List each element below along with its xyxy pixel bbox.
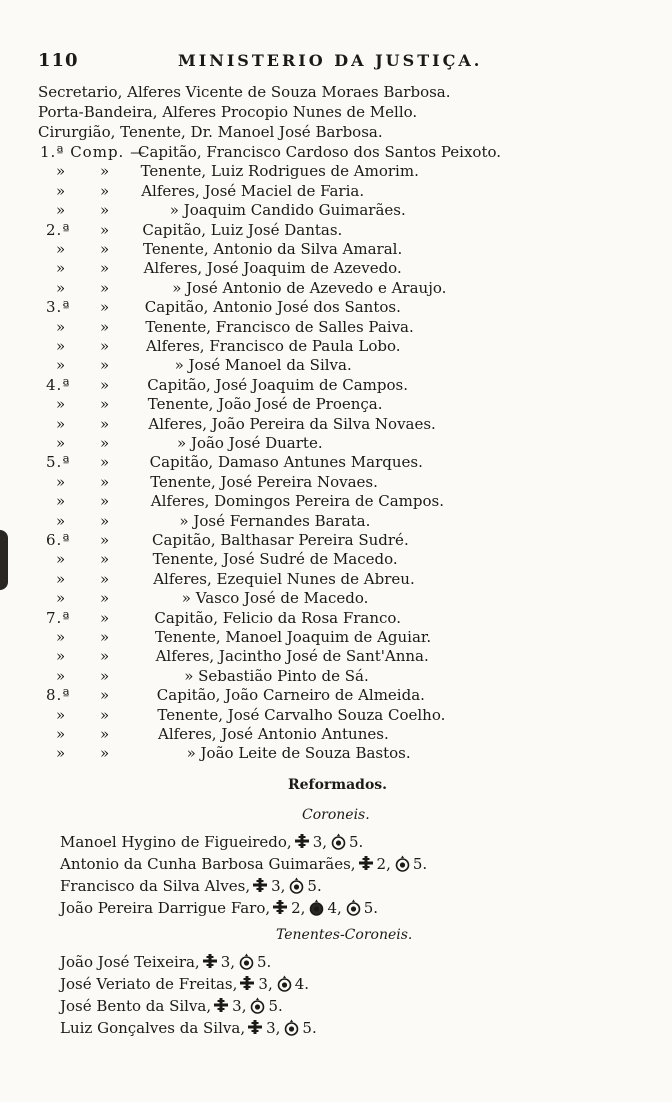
roster-row bbox=[0, 530, 672, 550]
officer-entry: Alferes, Francisco de Paula Lobo. bbox=[146, 337, 401, 355]
officer-name: Luiz Gonçalves da Silva, bbox=[60, 1019, 246, 1037]
officer-name: Antonio da Cunha Barbosa Guimarães, bbox=[60, 855, 356, 873]
company-number: » bbox=[56, 414, 67, 433]
company-number: » bbox=[56, 278, 67, 297]
roster-row bbox=[0, 569, 672, 589]
roster-row bbox=[0, 743, 672, 763]
company-number: » bbox=[56, 201, 67, 220]
roster-row bbox=[0, 278, 672, 298]
company-number: 5.ª bbox=[46, 453, 71, 472]
officer-entry: » Vasco José de Macedo. bbox=[181, 589, 369, 608]
company-number: » bbox=[56, 666, 67, 685]
ditto-mark: » bbox=[100, 453, 111, 472]
cross-icon bbox=[239, 975, 255, 991]
staff-line: Porta-Bandeira, Alferes Procopio Nunes de Mello. bbox=[38, 103, 418, 121]
ditto-mark: » bbox=[100, 608, 111, 627]
officer-name: José Veriato de Freitas, bbox=[60, 975, 238, 993]
tenentes-coroneis-heading: Tenentes-Coroneis. bbox=[276, 927, 413, 943]
roster-row bbox=[0, 705, 672, 725]
decoration-grade: 3, bbox=[232, 997, 247, 1015]
decoration-grade: 2, bbox=[291, 899, 306, 917]
company-number: » bbox=[56, 550, 67, 569]
company-number: 8.ª bbox=[46, 686, 71, 705]
ditto-mark: » bbox=[100, 569, 111, 588]
officer-entry: Tenente, Antonio da Silva Amaral. bbox=[143, 240, 403, 258]
officer-entry: Capitão, Antonio José dos Santos. bbox=[144, 298, 401, 317]
roster-row bbox=[0, 608, 672, 628]
roster-row bbox=[0, 239, 672, 259]
company-number: » bbox=[56, 337, 67, 355]
company-number: » bbox=[56, 511, 67, 530]
company-number: » bbox=[56, 705, 67, 724]
company-number: » bbox=[56, 395, 67, 414]
officer-name: José Bento da Silva, bbox=[60, 997, 212, 1015]
company-number: 1.ª Comp. — bbox=[40, 143, 147, 161]
ditto-mark: » bbox=[100, 259, 111, 278]
company-number: » bbox=[56, 181, 67, 200]
company-number: 4.ª bbox=[46, 375, 71, 394]
ditto-mark: » bbox=[100, 201, 111, 220]
decorated-entry bbox=[60, 952, 271, 972]
decorated-entry bbox=[60, 832, 363, 852]
officer-entry: Tenente, José Sudré de Macedo. bbox=[152, 550, 398, 569]
officer-entry: Capitão, Felicio da Rosa Franco. bbox=[154, 608, 401, 627]
page-header bbox=[38, 50, 512, 72]
ditto-mark: » bbox=[100, 395, 111, 414]
ditto-mark: » bbox=[100, 725, 111, 743]
company-number: 6.ª bbox=[46, 531, 71, 549]
medal-icon bbox=[284, 1019, 299, 1036]
ditto-mark: » bbox=[100, 666, 111, 685]
roster-row bbox=[0, 355, 672, 375]
ditto-mark: » bbox=[100, 744, 111, 763]
ditto-mark: » bbox=[100, 278, 111, 297]
medal-icon bbox=[395, 855, 410, 872]
officer-entry: Alferes, Domingos Pereira de Campos. bbox=[150, 492, 444, 511]
ditto-mark: » bbox=[100, 434, 111, 452]
ditto-mark: » bbox=[100, 472, 111, 491]
ditto-mark: » bbox=[100, 220, 111, 239]
company-number: » bbox=[56, 356, 67, 375]
staff-line: Cirurgião, Tenente, Dr. Manoel José Barbosa. bbox=[38, 123, 383, 141]
officer-entry: Alferes, José Joaquim de Azevedo. bbox=[143, 259, 402, 278]
roster-row bbox=[0, 685, 672, 705]
medal-icon bbox=[331, 833, 346, 850]
decorated-entry bbox=[60, 898, 378, 918]
company-number: 3.ª bbox=[46, 298, 71, 317]
decorated-entry bbox=[60, 996, 283, 1016]
decorated-entry bbox=[60, 854, 427, 874]
officer-entry: Tenente, José Pereira Novaes. bbox=[150, 472, 378, 491]
decoration-grade: 5. bbox=[268, 997, 283, 1015]
company-number: » bbox=[56, 569, 67, 588]
page-title: MINISTERIO DA JUSTIÇA. bbox=[178, 51, 483, 70]
officer-entry: Alferes, Jacintho José de Sant'Anna. bbox=[155, 647, 429, 666]
decorated-entry bbox=[60, 974, 309, 994]
officer-name: João Pereira Darrigue Faro, bbox=[60, 899, 271, 917]
officer-entry: » João Leite de Souza Bastos. bbox=[186, 744, 411, 763]
decoration-grade: 5. bbox=[349, 833, 364, 851]
cross-icon bbox=[272, 899, 288, 915]
officer-name: Francisco da Silva Alves, bbox=[60, 877, 251, 895]
roster-row bbox=[0, 161, 672, 181]
roster-row bbox=[0, 317, 672, 337]
officer-entry: Tenente, Luiz Rodrigues de Amorim. bbox=[140, 162, 419, 181]
roster-row bbox=[0, 491, 672, 511]
officer-entry: Tenente, Francisco de Salles Paiva. bbox=[145, 317, 414, 336]
roster-row bbox=[0, 142, 672, 162]
ditto-mark: » bbox=[100, 550, 111, 569]
company-number: » bbox=[56, 492, 67, 511]
officer-name: João José Teixeira, bbox=[60, 953, 200, 971]
company-number: » bbox=[56, 744, 67, 763]
cross-icon bbox=[247, 1019, 263, 1035]
decoration-grade: 5. bbox=[302, 1019, 317, 1037]
reformados-heading: Reformados. bbox=[288, 777, 388, 793]
roster-row bbox=[0, 627, 672, 647]
ditto-mark: » bbox=[100, 337, 111, 355]
cross-icon bbox=[294, 833, 310, 849]
roster-row bbox=[0, 666, 672, 686]
roster-row bbox=[0, 588, 672, 608]
decoration-grade: 5. bbox=[307, 877, 322, 895]
officer-entry: Alferes, Ezequiel Nunes de Abreu. bbox=[153, 569, 415, 588]
officer-name: Manoel Hygino de Figueiredo, bbox=[60, 833, 292, 851]
roster-row bbox=[0, 433, 672, 453]
ditto-mark: » bbox=[100, 589, 111, 608]
decoration-grade: 4, bbox=[327, 899, 342, 917]
ditto-mark: » bbox=[100, 531, 111, 549]
medal-icon bbox=[289, 877, 304, 894]
roster-row bbox=[0, 452, 672, 472]
decoration-grade: 3, bbox=[258, 975, 273, 993]
page-number: 110 bbox=[38, 50, 79, 71]
officer-entry: Capitão, Luiz José Dantas. bbox=[142, 220, 343, 239]
roster-row bbox=[0, 258, 672, 278]
cross-icon bbox=[358, 855, 374, 871]
roster-row bbox=[0, 336, 672, 356]
decoration-grade: 3, bbox=[312, 833, 327, 851]
decoration-grade: 5. bbox=[363, 899, 379, 917]
ditto-mark: » bbox=[100, 414, 111, 433]
medal-icon bbox=[250, 997, 265, 1014]
staff-line: Secretario, Alferes Vicente de Souza Moraes Barbosa. bbox=[38, 83, 451, 101]
ditto-mark: » bbox=[100, 240, 111, 258]
roster-row bbox=[0, 511, 672, 531]
decoration-grade: 2, bbox=[376, 855, 391, 873]
company-number: » bbox=[56, 162, 67, 181]
roster-row bbox=[0, 646, 672, 666]
medal-icon bbox=[309, 899, 324, 916]
cross-icon bbox=[252, 877, 268, 893]
company-number: » bbox=[56, 647, 67, 666]
company-number: » bbox=[56, 472, 67, 491]
officer-entry: » José Manoel da Silva. bbox=[174, 356, 352, 375]
coroneis-heading: Coroneis. bbox=[302, 807, 370, 823]
ditto-mark: » bbox=[100, 628, 111, 646]
decorated-entry bbox=[60, 876, 322, 896]
decoration-grade: 3, bbox=[266, 1019, 281, 1037]
officer-entry: Capitão, José Joaquim de Campos. bbox=[147, 375, 408, 394]
officer-entry: » Sebastião Pinto de Sá. bbox=[184, 666, 369, 685]
ditto-mark: » bbox=[100, 317, 111, 336]
roster-row bbox=[0, 549, 672, 569]
officer-entry: Alferes, José Maciel de Faria. bbox=[141, 181, 365, 200]
officer-entry: Capitão, Damaso Antunes Marques. bbox=[149, 453, 423, 472]
company-number: » bbox=[56, 589, 67, 608]
ditto-mark: » bbox=[100, 647, 111, 666]
officer-entry: Alferes, João Pereira da Silva Novaes. bbox=[148, 414, 436, 433]
roster-row bbox=[0, 200, 672, 220]
decorated-entry bbox=[60, 1018, 317, 1038]
roster-row bbox=[0, 375, 672, 395]
officer-entry: Tenente, Manoel Joaquim de Aguiar. bbox=[155, 628, 432, 646]
company-number: » bbox=[56, 259, 67, 278]
ditto-mark: » bbox=[100, 162, 111, 181]
medal-icon bbox=[277, 975, 292, 992]
decoration-grade: 5. bbox=[412, 855, 428, 873]
company-number: » bbox=[56, 434, 67, 452]
company-number: 7.ª bbox=[46, 608, 71, 627]
medal-icon bbox=[239, 953, 254, 970]
decoration-grade: 3, bbox=[220, 953, 236, 971]
ditto-mark: » bbox=[100, 356, 111, 375]
officer-entry: » João José Duarte. bbox=[177, 434, 323, 452]
decoration-grade: 5. bbox=[257, 953, 272, 971]
ditto-mark: » bbox=[100, 492, 111, 511]
roster-row bbox=[0, 414, 672, 434]
ditto-mark: » bbox=[100, 705, 111, 724]
roster-row bbox=[0, 297, 672, 317]
ditto-mark: » bbox=[100, 181, 111, 200]
company-number: » bbox=[56, 240, 67, 258]
officer-entry: » Joaquim Candido Guimarães. bbox=[169, 201, 406, 220]
company-number: » bbox=[56, 725, 67, 743]
company-number: » bbox=[56, 628, 67, 646]
cross-icon bbox=[202, 953, 218, 969]
cross-icon bbox=[213, 997, 229, 1013]
officer-entry: Tenente, José Carvalho Souza Coelho. bbox=[157, 705, 446, 724]
ditto-mark: » bbox=[100, 686, 111, 705]
ditto-mark: » bbox=[100, 511, 111, 530]
officer-entry: » José Antonio de Azevedo e Araujo. bbox=[172, 278, 447, 297]
officer-entry: Tenente, João José de Proença. bbox=[147, 395, 383, 414]
roster-row bbox=[0, 181, 672, 201]
ditto-mark: » bbox=[100, 375, 111, 394]
officer-entry: Alferes, José Antonio Antunes. bbox=[158, 725, 389, 743]
company-number: 2.ª bbox=[46, 220, 71, 239]
medal-icon bbox=[346, 899, 361, 916]
company-number: » bbox=[56, 317, 67, 336]
decoration-grade: 3, bbox=[271, 877, 286, 895]
roster-row bbox=[0, 220, 672, 240]
officer-entry: Capitão, Francisco Cardoso dos Santos Peixoto. bbox=[138, 143, 502, 161]
decoration-grade: 4. bbox=[294, 975, 310, 993]
officer-entry: Capitão, Balthasar Pereira Sudré. bbox=[152, 531, 409, 549]
roster-row bbox=[0, 472, 672, 492]
officer-entry: » José Fernandes Barata. bbox=[179, 511, 371, 530]
roster-row bbox=[0, 724, 672, 744]
ditto-mark: » bbox=[100, 298, 111, 317]
officer-entry: Capitão, João Carneiro de Almeida. bbox=[156, 686, 425, 705]
roster-row bbox=[0, 394, 672, 414]
